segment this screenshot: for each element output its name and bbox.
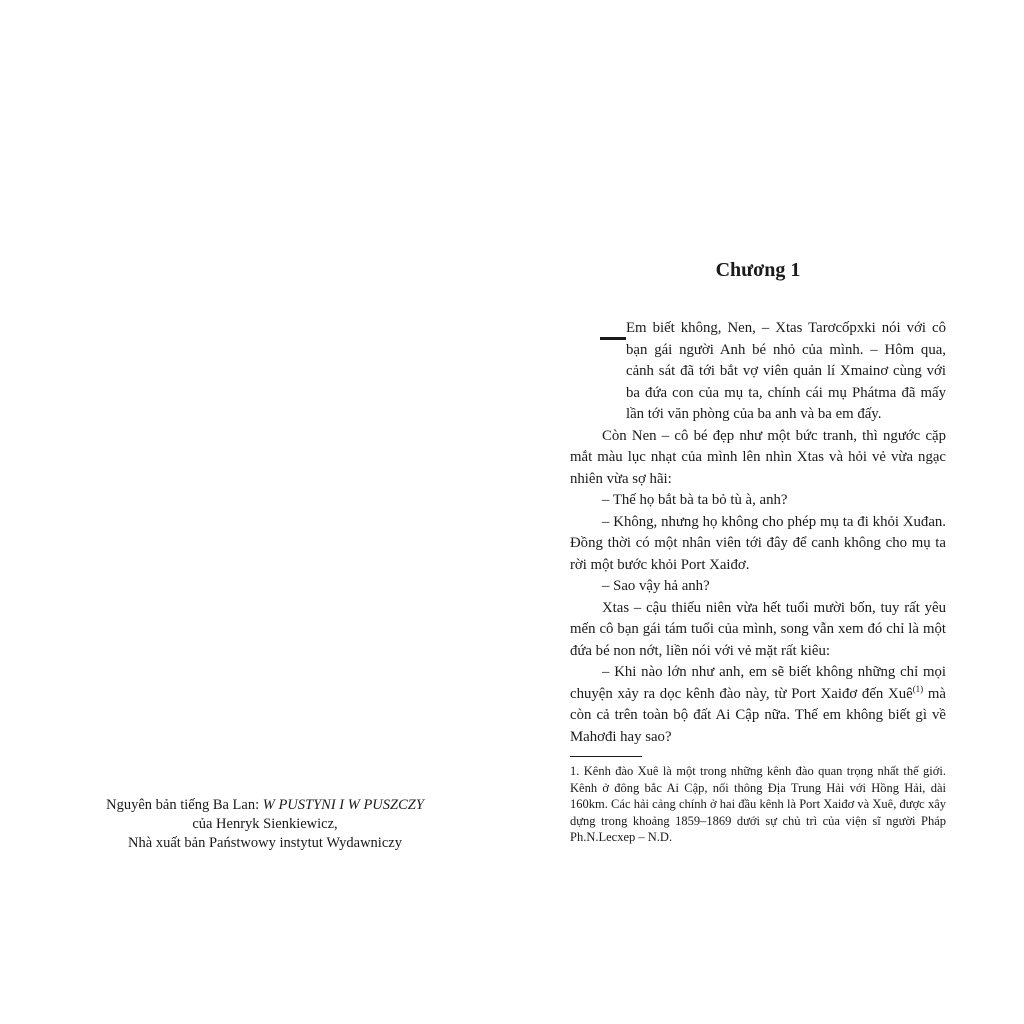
paragraph-5: – Sao vậy hả anh? (602, 578, 710, 594)
right-page (570, 250, 946, 846)
paragraph-3: – Thế họ bắt bà ta bỏ tù à, anh? (602, 492, 788, 508)
paragraph-4: – Không, nhưng họ không cho phép mụ ta đi khỏi Xuđan. Đồng thời có một nhân viên tới đây để canh không cho mụ ta rời một bước khỏi Port Xaiđơ. (570, 513, 946, 573)
paragraph-2: Còn Nen – cô bé đẹp như một bức tranh, thì ngước cặp mắt màu lục nhạt của mình lên nhìn Xtas và hỏi vẻ vừa ngạc nhiên vừa sợ hãi: (570, 427, 946, 487)
credit-line-original (60, 796, 470, 815)
chapter-title: Chương 1 (715, 259, 801, 281)
paragraph-7-text-b: mà còn cả trên toàn bộ đất Ai Cập nữa. Thế em không biết gì về Mahơđi hay sao? (570, 685, 947, 745)
dialogue-dash-icon (600, 337, 626, 340)
paragraph-1 (570, 318, 946, 426)
footnote-divider (570, 756, 642, 757)
left-page-credits (60, 796, 470, 853)
paragraph-7 (570, 662, 946, 748)
original-title: W PUSTYNI I W PUSZCZY (262, 797, 424, 813)
paragraph-1-text: Em biết không, Nen, – Xtas Tarơcốpxki nói với cô bạn gái người Anh bé nhỏ của mình. – Hôm qua, cảnh sát đã tới bắt vợ viên quản lí Xmainơ cùng với ba đứa con của mụ ta, chính cái mụ Phátma đã mấy lần tới văn phòng của ba anh và ba em đấy. (626, 320, 946, 422)
credit-line-author: của Henryk Sienkiewicz, (192, 816, 338, 832)
paragraph-6: Xtas – cậu thiếu niên vừa hết tuổi mười bốn, tuy rất yêu mến cô bạn gái tám tuổi của mình, song vẫn xem đó chỉ là một đứa bé non nớt, liền nói với vẻ mặt rất kiêu: (570, 599, 946, 659)
credit-prefix: Nguyên bản tiếng Ba Lan: (106, 797, 263, 813)
credit-line-publisher: Nhà xuất bản Państwowy instytut Wydawniczy (128, 835, 402, 851)
footnote: 1. Kênh đào Xuê là một trong những kênh đào quan trọng nhất thế giới. Kênh ở đông bắc Ai Cập, nối thông Địa Trung Hải với Hồng Hải, dài 160km. Các hải cảng chính ở hai đầu kênh là Port Xaiđơ và Xuê, được xây dựng trong khoảng 1859–1869 dưới sự chủ trì của viện sĩ người Pháp Ph.N.Lecxep – N.D. (570, 764, 946, 844)
footnote-ref[interactable]: (1) (912, 683, 924, 694)
chapter-body (570, 318, 946, 748)
paragraph-7-text-a: – Khi nào lớn như anh, em sẽ biết không những chỉ mọi chuyện xảy ra dọc kênh đào này, từ Port Xaiđơ đến Xuê (570, 664, 946, 702)
